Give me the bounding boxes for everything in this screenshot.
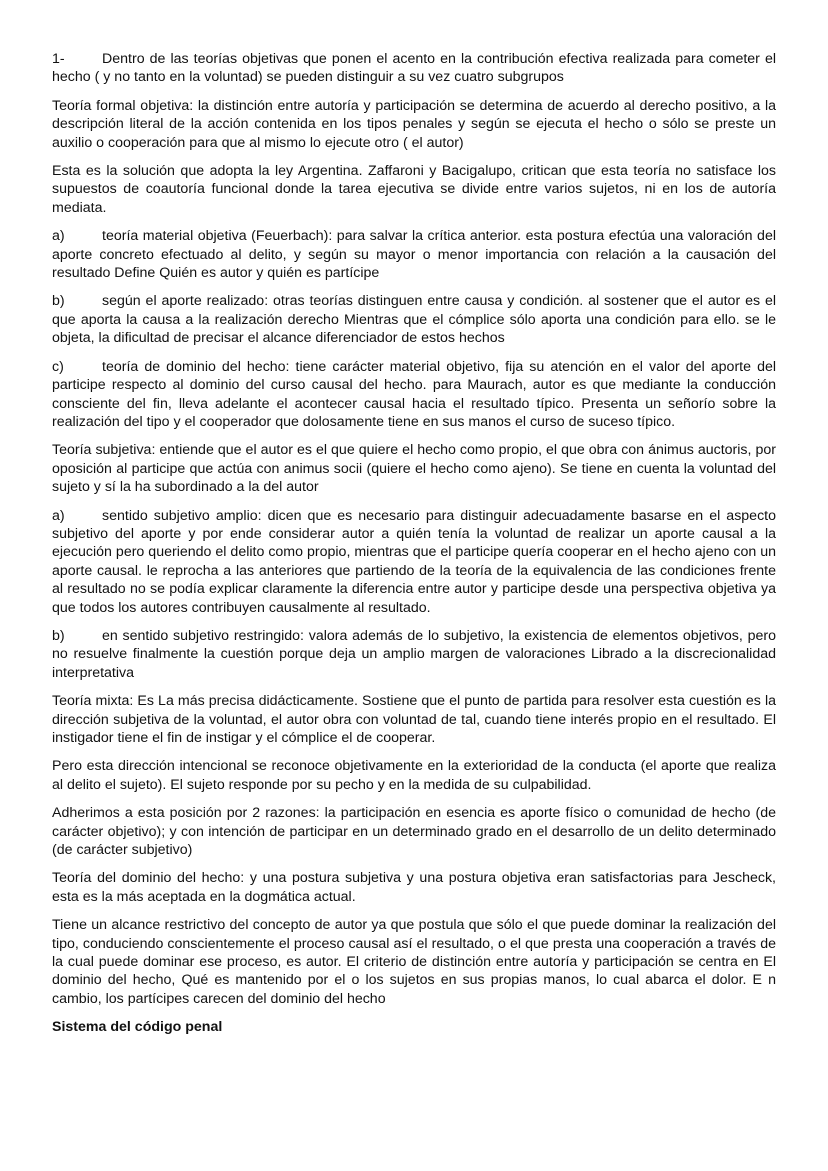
paragraph-marker: b) [52,627,65,644]
paragraph-text: en sentido subjetivo restringido: valora además de lo subjetivo, la existencia de elementos objetivos, pero no resuelve finalmente la cuestión porque deja un amplio margen de valoraciones Librado a la discrecionalidad interpretativa [52,627,776,681]
paragraph [52,97,776,152]
paragraph-text: Adherimos a esta posición por 2 razones: la participación en esencia es aporte físico o comunidad de hecho (de carácter objetivo); y con intención de participar en un determinado grado en el desarrollo de un delito determinado (de carácter subjetivo) [52,805,776,859]
paragraph [52,507,776,617]
section-heading: Sistema del código penal [52,1019,223,1036]
paragraph [52,50,776,87]
paragraph-marker: a) [52,507,65,524]
paragraph-text: sentido subjetivo amplio: dicen que es necesario para distinguir adecuadamente basarse en el aspecto subjetivo del aporte y por ende considerar autor a quién tenía la voluntad de realizar un aporte causal a la ejecución pero queriendo el delito como propio, mientras que el participe quería cooperar en el hecho ajeno con un aporte causal. le reprocha a las anteriores que partiendo de la teoría de la equivalencia de las condiciones frente al resultado no se podía explicar claramente la diferencia entre autor y participe desde una perspectiva objetiva ya que todos los autores contribuyen causalmente al resultado. [52,507,776,616]
paragraph [52,916,776,1008]
paragraph-text: Tiene un alcance restrictivo del concepto de autor ya que postula que sólo el que puede dominar la realización del tipo, conduciendo conscientemente el proceso causal así el resultado, o el que presta una cooperación a través de la cual puede dominar ese proceso, es autor. El criterio de distinción entre autoría y participación se centra en El dominio del hecho, Qué es mantenido por el o los sujetos en sus propias manos, lo cual abarca el dolor. E n cambio, los partícipes carecen del dominio del hecho [52,917,776,1007]
paragraph [52,358,776,432]
paragraph-marker: c) [52,358,64,375]
paragraph-text: Teoría mixta: Es La más precisa didácticamente. Sostiene que el punto de partida para resolver esta cuestión es la dirección subjetiva de la voluntad, el autor obra con voluntad de tal, cuando tiene interés propio en el resultado. El instigador tiene el fin de instigar y el cómplice el de cooperar. [52,693,776,746]
paragraph-marker: b) [52,293,65,310]
paragraph [52,227,776,282]
paragraph-text: teoría de dominio del hecho: tiene carácter material objetivo, fija su atención en el valor del aporte del participe respecto al dominio del curso causal del hecho. para Maurach, autor es que mediante la conducción consciente del fin, lleva adelante el acontecer causal hacia el resultado típico. Presenta un señorío sobre la realización del tipo y el cooperador que dolosamente tiene en sus manos el curso de suceso típico. [52,358,776,430]
paragraph-text: teoría material objetiva (Feuerbach): para salvar la crítica anterior. esta postura efectúa una valoración del aporte concreto efectuado al delito, y según su mayor o menor importancia con relación a la causación del resultado Define Quién es autor y quién es partícipe [52,228,776,282]
paragraph-text: Esta es la solución que adopta la ley Argentina. Zaffaroni y Bacigalupo, critican que esta teoría no satisface los supuestos de coautoría funcional donde la tarea ejecutiva se divide entre varios sujetos, ni en los de autoría mediata. [52,163,776,216]
paragraph-text: Pero esta dirección intencional se reconoce objetivamente en la exterioridad de la conducta (el aporte que realiza al delito el sujeto). El sujeto responde por su pecho y en la medida de su culpabilidad. [52,758,776,793]
paragraph-text: Teoría del dominio del hecho: y una postura subjetiva y una postura objetiva eran satisfactorias para Jescheck, esta es la más aceptada en la dogmática actual. [52,870,776,905]
paragraph-text: Teoría subjetiva: entiende que el autor es el que quiere el hecho como propio, el que obra con ánimus auctoris, por oposición al participe que actúa con animus socii (quiere el hecho como ajeno). Se tiene en cuenta la voluntad del sujeto y sí la ha subordinado a la del autor [52,442,776,496]
paragraph [52,162,776,217]
paragraph-text: Teoría formal objetiva: la distinción entre autoría y participación se determina de acuerdo al derecho positivo, a la descripción literal de la acción contenida en los tipos penales y según se ejecuta el hecho o sólo se preste un auxilio o cooperación para que al mismo lo ejecute otro ( el autor) [52,97,776,151]
paragraph [52,292,776,347]
paragraph [52,869,776,906]
paragraph-marker: 1- [52,51,65,67]
paragraph-marker: a) [52,228,65,245]
paragraph [52,441,776,496]
paragraph [52,757,776,794]
document-body [52,50,776,1008]
paragraph-text: según el aporte realizado: otras teorías distinguen entre causa y condición. al sostener que el autor es el que aporta la causa a la realización derecho Mientras que el cómplice sólo aporta una condición para ello. se le objeta, la dificultad de precisar el alcance diferenciador de estos hechos [52,293,776,347]
paragraph-text: Dentro de las teorías objetivas que ponen el acento en la contribución efectiva realizada para cometer el hecho ( y no tanto en la voluntad) se pueden distinguir a su vez cuatro subgrupos [52,51,776,86]
paragraph [52,627,776,682]
paragraph [52,804,776,859]
paragraph [52,692,776,747]
